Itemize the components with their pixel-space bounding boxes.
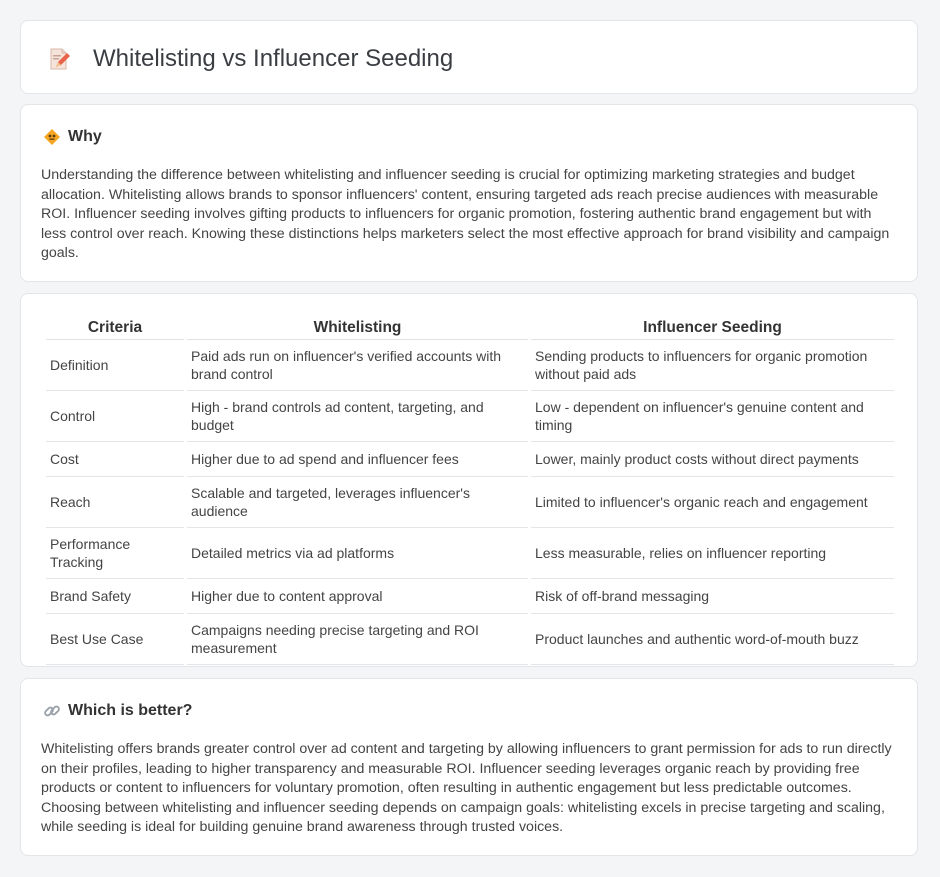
header-criteria: Criteria: [46, 315, 184, 340]
comparison-card: [20, 293, 918, 667]
lightbulb-diamond-icon: [43, 128, 61, 146]
whitelisting-cell: Scalable and targeted, leverages influencer's audience: [187, 477, 528, 528]
header-whitelisting: Whitelisting: [187, 315, 528, 340]
why-heading: Why: [68, 128, 102, 145]
table-header-row: [46, 315, 894, 340]
why-section: [20, 104, 918, 282]
whitelisting-cell: High - brand controls ad content, targeting, and budget: [187, 391, 528, 442]
criteria-cell: Reach: [46, 477, 184, 528]
criteria-cell: Control: [46, 391, 184, 442]
whitelisting-cell: Detailed metrics via ad platforms: [187, 528, 528, 579]
criteria-cell: Brand Safety: [46, 579, 184, 614]
criteria-cell: Cost: [46, 442, 184, 477]
table-row: [46, 340, 894, 391]
header-card: [20, 20, 918, 94]
table-row: [46, 579, 894, 614]
seeding-cell: Limited to influencer's organic reach and engagement: [531, 477, 894, 528]
criteria-cell: Definition: [46, 340, 184, 391]
table-row: [46, 614, 894, 665]
seeding-cell: Lower, mainly product costs without direct payments: [531, 442, 894, 477]
header-influencer-seeding: Influencer Seeding: [531, 315, 894, 340]
whitelisting-cell: Campaigns needing precise targeting and ROI measurement: [187, 614, 528, 665]
table-row: [46, 477, 894, 528]
criteria-cell: Best Use Case: [46, 614, 184, 665]
seeding-cell: Risk of off-brand messaging: [531, 579, 894, 614]
whitelisting-cell: Higher due to ad spend and influencer fees: [187, 442, 528, 477]
whitelisting-cell: Paid ads run on influencer's verified accounts with brand control: [187, 340, 528, 391]
why-text: Understanding the difference between whitelisting and influencer seeding is crucial for optimizing marketing strategies and budget allocation. Whitelisting allows brands to sponsor influencers' content, ensuring targeted ads reach precise audiences with measurable ROI. Influencer seeding involves gifting products to influencers for organic promotion, fostering authentic brand engagement but with less control over reach. Knowing these distinctions helps marketers select the most effective approach for brand visibility and campaign goals.: [41, 167, 890, 261]
page-title: Whitelisting vs Influencer Seeding: [93, 45, 454, 72]
criteria-cell: Performance Tracking: [46, 528, 184, 579]
table-row: [46, 528, 894, 579]
comparison-table: [43, 315, 897, 665]
which-is-better-section: [20, 678, 918, 856]
seeding-cell: Product launches and authentic word-of-mouth buzz: [531, 614, 894, 665]
table-row: [46, 442, 894, 477]
seeding-cell: Low - dependent on influencer's genuine content and timing: [531, 391, 894, 442]
whitelisting-cell: Higher due to content approval: [187, 579, 528, 614]
seeding-cell: Less measurable, relies on influencer reporting: [531, 528, 894, 579]
document-pencil-icon: [47, 47, 71, 71]
table-row: [46, 391, 894, 442]
link-icon: [43, 702, 61, 720]
which-is-better-text: Whitelisting offers brands greater control over ad content and targeting by allowing influencers to grant permission for ads to run directly on their profiles, leading to higher transparency and measurable ROI. Influencer seeding leverages organic reach by providing free products or content to influencers for voluntary promotion, often resulting in authentic engagement but less predictable outcomes. Choosing between whitelisting and influencer seeding depends on campaign goals: whitelisting excels in precise targeting and scaling, while seeding is ideal for building genuine brand awareness through trusted voices.: [41, 741, 892, 835]
seeding-cell: Sending products to influencers for organic promotion without paid ads: [531, 340, 894, 391]
which-is-better-heading: Which is better?: [68, 702, 193, 719]
